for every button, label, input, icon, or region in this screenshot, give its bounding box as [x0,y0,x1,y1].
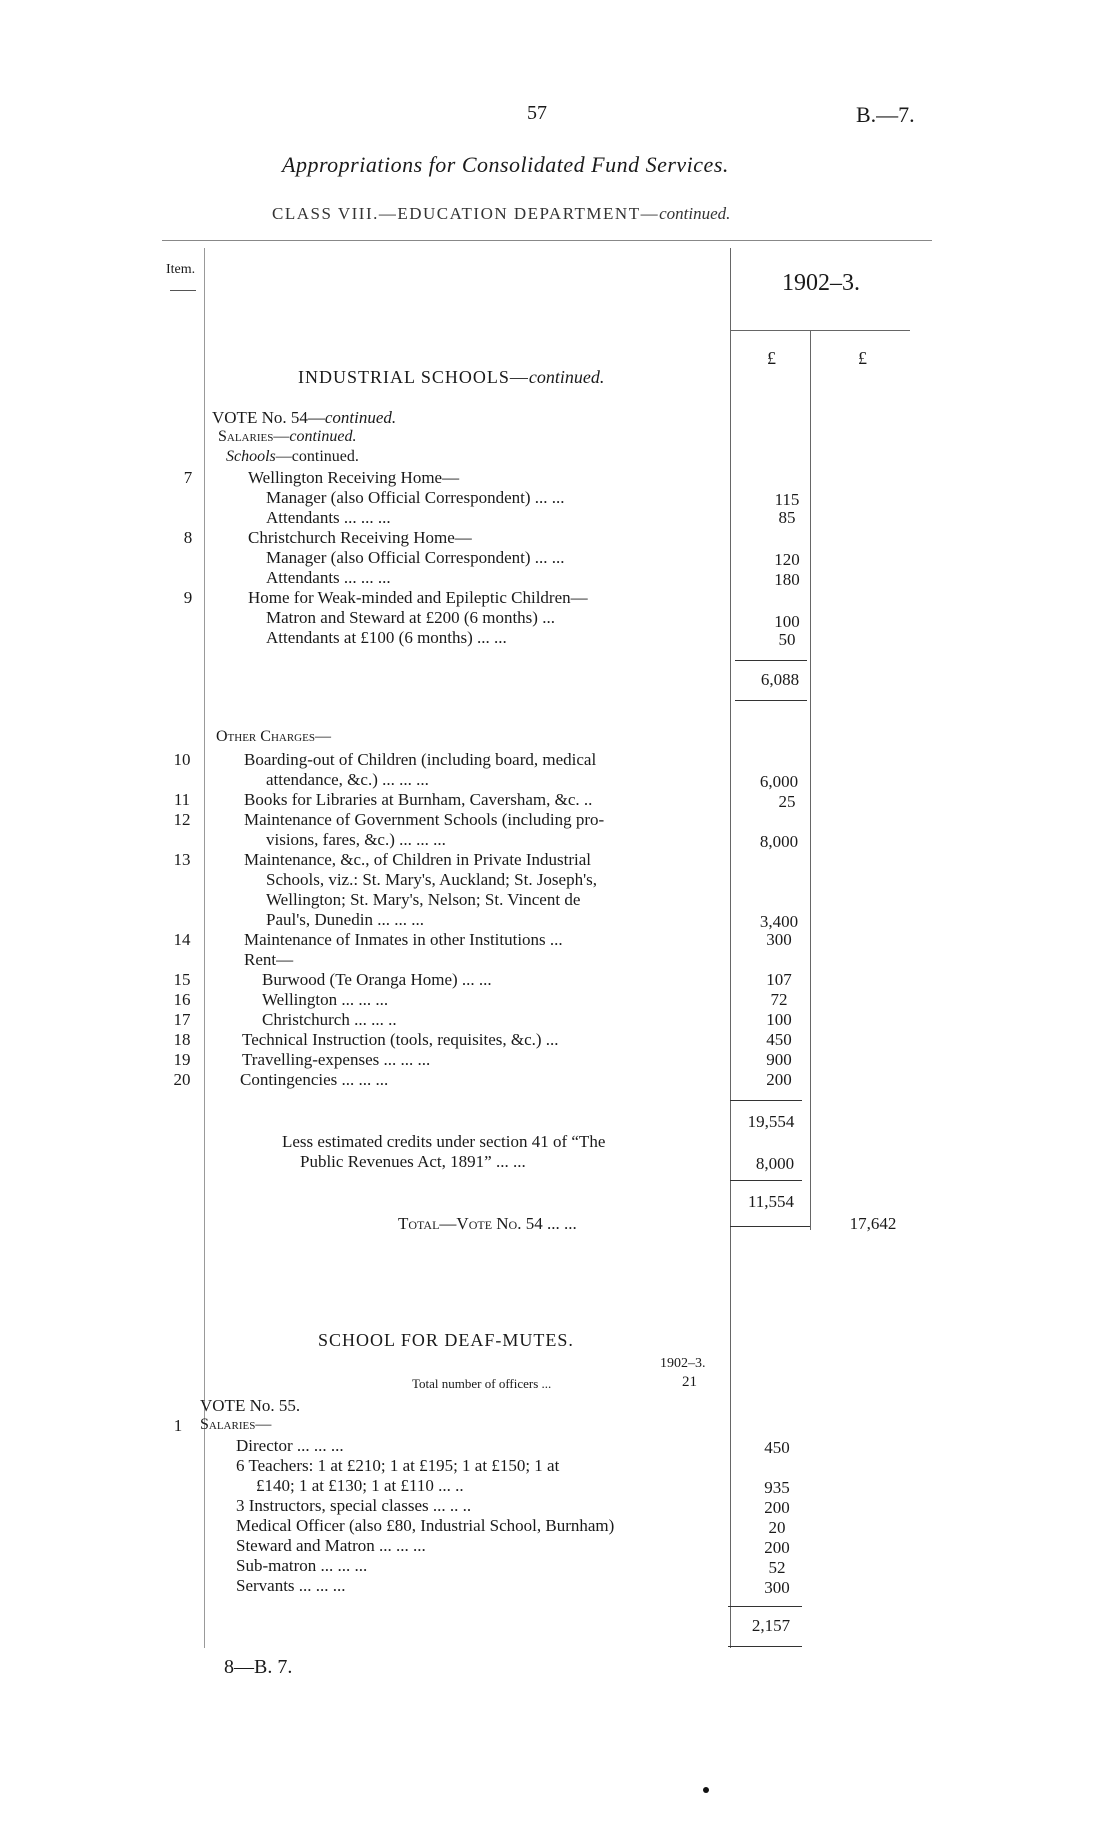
charge-text: Burwood (Te Oranga Home) ... ... [262,970,492,989]
sum-rule [735,660,807,661]
salary-row-text: Home for Weak-minded and Epileptic Children— [248,588,588,607]
charge-text: Contingencies ... ... ... [240,1070,389,1089]
charge-text: Maintenance of Inmates in other Institutions ... [244,930,563,949]
officers-count: 21 [682,1374,697,1390]
schools-rest: —continued. [275,448,359,465]
salaries-total: 6,088 [760,670,800,689]
item-column-header: Item. [166,262,196,277]
item-number: 13 [173,850,191,869]
amount-column-rule-left [730,248,731,1648]
footer-signature: 8—B. 7. [224,1656,293,1678]
salary-row-amount: 100 [774,612,800,631]
year-column-header: 1902–3. [782,270,860,296]
class-heading-continued: continued. [659,204,731,223]
salary-row-amount: 120 [774,550,800,569]
item-number: 8 [183,528,193,547]
item-number: 11 [173,790,191,809]
deaf-salary-text: £140; 1 at £130; 1 at £110 ... .. [256,1476,464,1495]
charge-text: Schools, viz.: St. Mary's, Auckland; St. Joseph's, [266,870,598,889]
salary-row-text: Wellington Receiving Home— [248,468,460,487]
item-number: 7 [183,468,193,487]
salary-row-text: Manager (also Official Correspondent) ... ... [266,488,565,507]
charge-amount: 450 [766,1030,792,1049]
net-other-charges: 11,554 [747,1192,795,1211]
charge-text: visions, fares, &c.) ... ... ... [266,830,446,849]
vote-54-continued: continued. [324,408,397,427]
vote-54-heading [212,408,396,428]
vote-54-main: VOTE No. 54— [212,408,325,427]
charge-amount: 300 [766,930,792,949]
salary-row-text: Christchurch Receiving Home— [248,528,472,547]
vote-54-total-label: Total—Vote No. 54 ... ... [398,1214,577,1233]
deaf-salary-text: Director ... ... ... [236,1436,344,1455]
salary-row-amount: 50 [778,630,796,649]
charge-amount: 3,400 [759,912,799,931]
charge-amount: 100 [766,1010,792,1029]
item-number: 10 [173,750,191,769]
less-credits-amount: 8,000 [755,1154,795,1173]
page-number: 57 [527,102,547,124]
industrial-heading-main: INDUSTRIAL SCHOOLS— [298,367,529,387]
salary-row-text: Attendants ... ... ... [266,568,391,587]
salary-row-text: Manager (also Official Correspondent) ... ... [266,548,565,567]
item-number: 14 [173,930,191,949]
deaf-salary-amount: 52 [768,1558,786,1577]
vote-54-total-amount: 17,642 [849,1214,897,1233]
officers-label: Total number of officers ... [412,1376,552,1391]
salaries-heading [218,428,356,446]
charge-text: Technical Instruction (tools, requisites, &c.) ... [242,1030,559,1049]
salary-row-amount: 85 [778,508,796,527]
industrial-heading-continued: continued. [528,367,605,387]
deaf-salary-amount: 20 [768,1518,786,1537]
pound-symbol-col1: £ [767,348,776,368]
charge-amount: 8,000 [759,832,799,851]
item-number: 17 [173,1010,191,1029]
vote-55-heading: VOTE No. 55. [200,1396,301,1415]
item-number: 15 [173,970,191,989]
item-number: 18 [173,1030,191,1049]
sum-rule [730,1180,802,1181]
page-title: Appropriations for Consolidated Fund Services. [282,152,729,177]
item-number: 1 [173,1416,183,1435]
charge-text: Wellington ... ... ... [262,990,389,1009]
schools-subheading [226,448,359,466]
class-heading [272,204,730,224]
officers-year: 1902–3. [660,1356,706,1371]
charge-amount: 6,000 [759,772,799,791]
salaries-main: Salaries— [218,428,290,445]
sum-rule [728,1606,802,1607]
charge-text: Boarding-out of Children (including board, medical [244,750,597,769]
charge-text: Maintenance, &c., of Children in Private Industrial [244,850,591,869]
deaf-salary-amount: 300 [764,1578,790,1597]
salary-row-text: Attendants ... ... ... [266,508,391,527]
deaf-salary-text: Sub-matron ... ... ... [236,1556,368,1575]
deaf-salary-amount: 200 [764,1498,790,1517]
item-column-rule [204,248,205,1648]
printer-mark [703,1787,709,1793]
less-credits-line: Less estimated credits under section 41 of “The [282,1132,606,1151]
item-number: 12 [173,810,191,829]
class-heading-main: CLASS VIII.—EDUCATION DEPARTMENT— [272,204,660,223]
header-rule [162,240,932,241]
pound-symbol-col2: £ [858,348,867,368]
salary-row-text: Matron and Steward at £200 (6 months) ... [266,608,555,627]
item-number: 19 [173,1050,191,1069]
other-charges-heading: Other Charges— [216,728,331,745]
deaf-salary-text: Servants ... ... ... [236,1576,346,1595]
charge-amount: 72 [770,990,788,1009]
sum-rule [730,1100,802,1101]
salary-row-text: Attendants at £100 (6 months) ... ... [266,628,507,647]
year-header-rule [730,330,910,331]
deaf-salaries-heading: Salaries— [200,1416,272,1433]
charge-text: Books for Libraries at Burnham, Caversham, &c. .. [244,790,593,809]
deaf-salary-text: 3 Instructors, special classes ... .. .. [236,1496,472,1515]
charge-text: attendance, &c.) ... ... ... [266,770,429,789]
deaf-salary-amount: 935 [764,1478,790,1497]
salary-row-amount: 180 [774,570,800,589]
item-number: 16 [173,990,191,1009]
charge-text: Maintenance of Government Schools (including pro- [244,810,605,829]
salaries-continued: continued. [289,428,357,445]
charge-text: Paul's, Dunedin ... ... ... [266,910,424,929]
document-reference: B.—7. [856,102,915,127]
deaf-salary-text: Medical Officer (also £80, Industrial School, Burnham) [236,1516,615,1535]
sum-rule [735,700,807,701]
deaf-salary-text: Steward and Matron ... ... ... [236,1536,426,1555]
salary-row-amount: 115 [774,490,800,509]
sum-rule [728,1646,802,1647]
charge-text: Travelling-expenses ... ... ... [242,1050,431,1069]
other-charges-subtotal: 19,554 [747,1112,795,1131]
item-number: 9 [183,588,193,607]
deaf-salaries-total: 2,157 [751,1616,791,1635]
charge-amount: 200 [766,1070,792,1089]
deaf-mutes-heading: SCHOOL FOR DEAF-MUTES. [318,1330,574,1350]
item-number: 20 [173,1070,191,1089]
industrial-heading [298,367,604,388]
charge-amount: 900 [766,1050,792,1069]
charge-text: Christchurch ... ... .. [262,1010,397,1029]
schools-italic: Schools [226,448,276,465]
charge-amount: 25 [778,792,796,811]
charge-amount: 107 [766,970,792,989]
sum-rule [730,1226,810,1227]
deaf-salary-amount: 200 [764,1538,790,1557]
rent-heading: Rent— [244,950,294,969]
deaf-salary-amount: 450 [764,1438,790,1457]
charge-text: Wellington; St. Mary's, Nelson; St. Vincent de [266,890,581,909]
deaf-salary-text: 6 Teachers: 1 at £210; 1 at £195; 1 at £150; 1 at [236,1456,560,1475]
item-header-underline [170,290,196,291]
less-credits-line: Public Revenues Act, 1891” ... ... [300,1152,526,1171]
